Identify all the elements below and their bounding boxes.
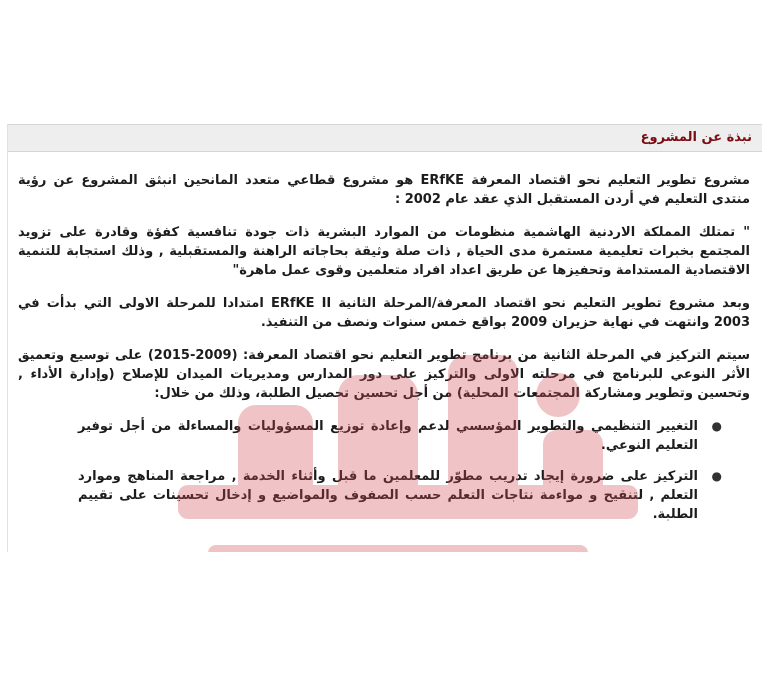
section-header [8,125,762,152]
section-title: نبذة عن المشروع [640,130,752,145]
focus-paragraph: سيتم التركيز في المرحلة الثانية من برنامج تطوير التعليم نحو اقتصاد المعرفة: (2009-2015) على توسيع وتعميق الأثر النوعي للبرنامج في مرحلته الاولى والتركيز على دور المدارس ومديريات الميدان للإصلاح (وإدارة الأداء , وتحسين وتطوير ومشاركة المجتمعات المحلية) من أجل تحسين تحصيل الطلبة، وذلك من خلال: [18,348,750,401]
bullet-icon: ● [711,469,722,483]
list-item-text: التغيير التنظيمي والتطوير المؤسسي لدعم وإعادة توزيع المسؤوليات والمساءلة من أجل توفير التعليم النوعي. [78,419,698,453]
content-panel [7,124,762,552]
list-item [18,467,728,524]
list-item [18,417,728,455]
article-body [18,171,750,536]
list-item-text: التركيز على ضرورة إيجاد تدريب مطوّر للمعلمين ما قبل وأثناء الخدمة , مراجعة المناهج وموارد التعلم , لتنقيح و مواءمة نتاجات التعلم حسب الصفوف والمواضيع و إدخال تحسينات على تقييم الطلبة. [78,469,698,522]
focus-list [18,417,750,524]
intro-paragraph: مشروع تطوير التعليم نحو اقتصاد المعرفة ERfKE هو مشروع قطاعي متعدد المانحين انبثق المشروع عن رؤية منتدى التعليم في أردن المستقبل الذي عقد عام 2002 : [18,173,750,207]
phase-two-paragraph: وبعد مشروع تطوير التعليم نحو اقتصاد المعرفة/المرحلة الثانية ERfKE II امتدادا للمرحلة الاولى التي بدأت في 2003 وانتهت في نهاية حزيران 2009 بواقع خمس سنوات ونصف من التنفيذ. [18,296,750,330]
bullet-icon: ● [711,419,722,433]
vision-paragraph: " تمتلك المملكة الاردنية الهاشمية منظومات من الموارد البشرية ذات جودة تنافسية كفؤة وقادرة على تزويد المجتمع بخبرات تعليمية مستمرة مدى الحياة , ذات صلة وثيقة بحاجاته الراهنة والمستقبلية , وذلك استجابة للتنمية الاقتصادية المستدامة وتحفيزها عن طريق اعداد افراد متعلمين وقوى عمل ماهرة" [18,225,750,278]
